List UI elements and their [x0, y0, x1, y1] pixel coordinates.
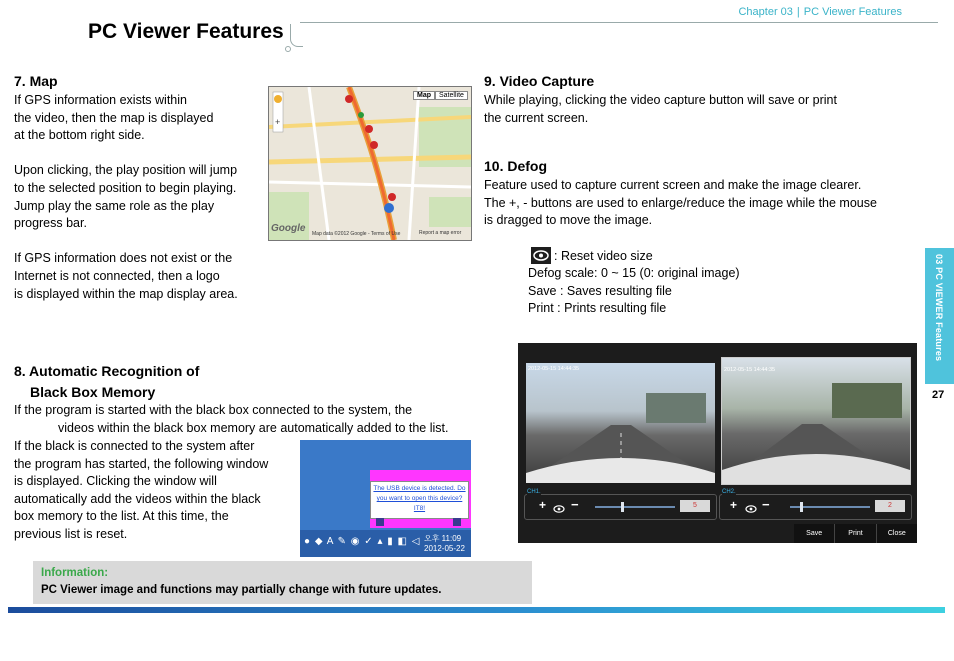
- defog-description: [484, 177, 877, 230]
- tray-clock-time: 오후 11:09: [424, 534, 462, 543]
- ch1-label: CH1.: [527, 489, 541, 495]
- eye-icon: [531, 247, 551, 264]
- ch2-timestamp: 2012-05-15 14:44:35: [724, 367, 776, 373]
- usb-notification-popup[interactable]: [370, 481, 469, 519]
- map-copyright: Map data ©2012 Google - Terms of Use: [312, 231, 401, 237]
- zoom-in-button[interactable]: +: [730, 498, 738, 512]
- capture-line: While playing, clicking the video capture button will save or print: [484, 93, 837, 107]
- ch2-label: CH2.: [722, 489, 736, 495]
- popup-line: The USB device is detected. Do: [373, 485, 466, 492]
- chapter-header: [738, 6, 902, 18]
- popup-line: you want to open this device?: [376, 495, 463, 502]
- popup-line: IT8!: [413, 505, 426, 512]
- ch1-controls: [524, 489, 717, 520]
- map-line: to the selected position to begin playing.: [14, 180, 237, 195]
- defog-line: Feature used to capture current screen and make the image clearer.: [484, 178, 862, 192]
- ch1-defog-value[interactable]: 5: [680, 500, 710, 512]
- tray-icons[interactable]: ● ◆ A ✎ ◉ ✓ ▴ ▮ ◧ ◁: [304, 536, 421, 547]
- ch1-video-frame[interactable]: [526, 363, 715, 483]
- side-tab-label: 03 PC VIEWER Features: [934, 254, 944, 362]
- ch1-timestamp: 2012-05-15 14:44:35: [528, 366, 580, 372]
- map-line: [14, 145, 238, 163]
- information-text: PC Viewer image and functions may partially change with future updates.: [41, 584, 442, 596]
- header-rule: [300, 22, 938, 23]
- capture-heading: 9. Video Capture: [484, 73, 595, 89]
- map-line: If GPS information exists within: [14, 93, 187, 107]
- defog-item: Save : Saves resulting file: [528, 283, 672, 298]
- zoom-out-button[interactable]: −: [762, 497, 770, 512]
- page-number: 27: [932, 389, 945, 401]
- report-map-error-link[interactable]: Report a map error: [419, 230, 462, 236]
- chapter-section-label: PC Viewer Features: [803, 6, 902, 18]
- header-separator: |: [796, 6, 800, 18]
- eye-icon[interactable]: [553, 501, 565, 519]
- ch2-defog-slider[interactable]: [790, 506, 870, 508]
- map-description: [14, 92, 238, 303]
- page-title: PC Viewer Features: [88, 20, 284, 43]
- device-icon: [453, 518, 461, 526]
- capture-description: [484, 92, 837, 127]
- ch2-slider-handle[interactable]: [800, 502, 803, 512]
- ch2-video-frame[interactable]: [721, 357, 911, 485]
- defog-item: Defog scale: 0 ~ 15 (0: original image): [528, 266, 740, 280]
- device-icon: [376, 518, 384, 526]
- tray-notification-screenshot: [300, 440, 471, 557]
- map-graphic: [269, 87, 471, 240]
- title-decoration: [290, 24, 303, 47]
- auto-heading-line1: 8. Automatic Recognition of: [14, 363, 200, 379]
- map-button[interactable]: Map: [413, 91, 435, 100]
- google-logo: Google: [271, 223, 306, 234]
- map-line: Internet is not connected, then a logo: [14, 268, 220, 283]
- defog-item: Print : Prints resulting file: [528, 301, 667, 316]
- print-button[interactable]: Print: [835, 524, 876, 543]
- eye-icon[interactable]: [745, 501, 757, 519]
- ch1-slider-handle[interactable]: [621, 502, 624, 512]
- close-button[interactable]: Close: [887, 530, 906, 537]
- auto-line: box memory to the list. At this time, the: [14, 509, 229, 524]
- capture-line: the current screen.: [484, 110, 589, 125]
- auto-heading-line2: Black Box Memory: [30, 384, 156, 400]
- map-line: progress bar.: [14, 216, 87, 231]
- satellite-button[interactable]: Satellite: [435, 91, 468, 100]
- ch2-defog-value[interactable]: 2: [875, 500, 905, 512]
- auto-intro-line: videos within the black box memory are automatically added to the list.: [58, 421, 449, 435]
- bottom-bar: [8, 607, 945, 613]
- ch1-defog-slider[interactable]: [595, 506, 675, 508]
- defog-ui-screenshot: [518, 343, 917, 543]
- reset-video-item: [531, 247, 653, 266]
- auto-line: is displayed. Clicking the window will: [14, 474, 217, 489]
- chapter-side-tab: [925, 248, 954, 384]
- map-screenshot[interactable]: [268, 86, 472, 241]
- auto-intro-line: If the program is started with the black box connected to the system, the: [14, 403, 413, 417]
- auto-line: If the black is connected to the system after: [14, 439, 255, 453]
- defog-line: is dragged to move the image.: [484, 213, 653, 228]
- map-line: is displayed within the map display area.: [14, 286, 238, 301]
- map-line: at the bottom right side.: [14, 128, 145, 143]
- auto-line: the program has started, the following window: [14, 456, 269, 471]
- chapter-label: Chapter 03: [738, 6, 793, 18]
- map-line: [14, 233, 238, 251]
- auto-description: [14, 438, 268, 544]
- svg-text:+: +: [275, 117, 281, 127]
- zoom-out-button[interactable]: −: [571, 497, 579, 512]
- auto-line: automatically add the videos within the black: [14, 491, 261, 506]
- defog-items: [528, 265, 740, 318]
- information-box: [33, 561, 532, 604]
- map-line: Jump play the same role as the play: [14, 198, 215, 213]
- map-line: Upon clicking, the play position will jump: [14, 163, 238, 178]
- information-label: Information:: [41, 567, 109, 579]
- defog-line: The +, - buttons are used to enlarge/reduce the image while the mouse: [484, 195, 877, 210]
- auto-line: previous list is reset.: [14, 526, 128, 541]
- map-type-control: [413, 91, 468, 100]
- action-button-bar: [794, 524, 917, 543]
- map-line: the video, then the map is displayed: [14, 110, 214, 125]
- map-heading: 7. Map: [14, 73, 58, 89]
- map-line: If GPS information does not exist or the: [14, 251, 233, 266]
- tray-clock-date: 2012-05-22: [424, 544, 465, 553]
- save-button[interactable]: Save: [794, 524, 835, 543]
- ch2-controls: [719, 489, 912, 520]
- reset-video-text: : Reset video size: [554, 249, 653, 263]
- defog-heading: 10. Defog: [484, 158, 548, 174]
- zoom-in-button[interactable]: +: [539, 498, 547, 512]
